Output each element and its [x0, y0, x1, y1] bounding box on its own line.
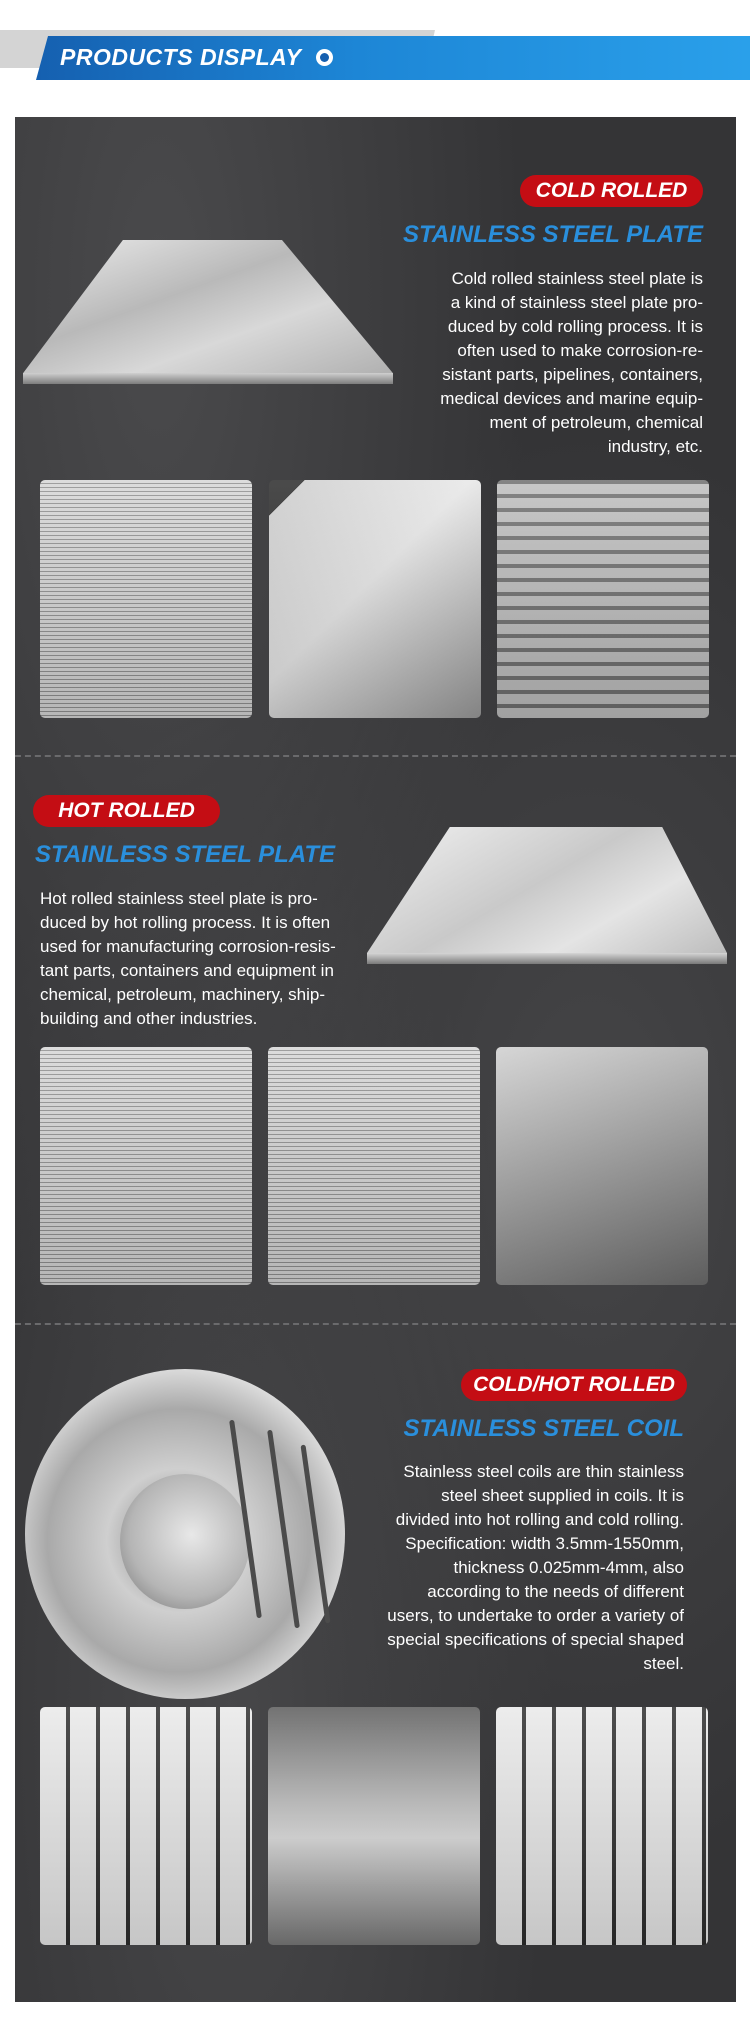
desc-line: a kind of stainless steel plate pro-: [450, 293, 703, 312]
desc-line: building and other industries.: [40, 1009, 258, 1028]
page-title: PRODUCTS DISPLAY: [60, 44, 302, 70]
desc-line: Cold rolled stainless steel plate is: [451, 269, 703, 288]
section-title-cold-rolled-plate: STAINLESS STEEL PLATE: [402, 221, 703, 248]
photo-plate-stack-corner: [40, 1047, 252, 1285]
products-panel: [15, 117, 736, 2002]
photo-coil-front: [40, 1707, 252, 1945]
header-dot-icon: [316, 49, 333, 66]
section-title-steel-coil: STAINLESS STEEL COIL: [403, 1415, 684, 1442]
hero-image-cold-rolled-plate: [23, 240, 393, 420]
desc-line: duced by cold rolling process. It is: [447, 317, 703, 336]
description-cold-rolled-plate: [403, 267, 703, 459]
desc-line: special specifications of special shaped: [387, 1630, 684, 1649]
badge-hot-rolled: HOT ROLLED: [33, 795, 220, 827]
desc-line: divided into hot rolling and cold rolling.: [395, 1510, 684, 1529]
photo-coil-stacked: [496, 1707, 708, 1945]
desc-line: tant parts, containers and equipment in: [40, 961, 334, 980]
photo-stacked-plates: [40, 480, 252, 718]
desc-line: industry, etc.: [607, 437, 703, 456]
desc-line: chemical, petroleum, machinery, ship-: [40, 985, 326, 1004]
desc-line: Stainless steel coils are thin stainless: [403, 1462, 684, 1481]
desc-line: sistant parts, pipelines, containers,: [442, 365, 703, 384]
desc-line: thickness 0.025mm-4mm, also: [453, 1558, 684, 1577]
photo-plate-stack-side: [268, 1047, 480, 1285]
desc-line: users, to undertake to order a variety of: [387, 1606, 684, 1625]
hero-image-hot-rolled-plate: [367, 827, 727, 1007]
section-title-hot-rolled-plate: STAINLESS STEEL PLATE: [35, 841, 336, 868]
desc-line: often used to make corrosion-re-: [457, 341, 703, 360]
section-divider: [15, 755, 736, 757]
desc-line: used for manufacturing corrosion-resis-: [40, 937, 336, 956]
description-steel-coil: [354, 1460, 684, 1676]
desc-line: according to the needs of different: [427, 1582, 684, 1601]
hero-image-steel-coil: [25, 1369, 345, 1699]
description-hot-rolled-plate: [40, 887, 360, 1031]
photo-plate-surface: [496, 1047, 708, 1285]
badge-cold-hot-rolled: COLD/HOT ROLLED: [461, 1369, 687, 1401]
desc-line: medical devices and marine equip-: [440, 389, 703, 408]
desc-line: Hot rolled stainless steel plate is pro-: [40, 889, 318, 908]
desc-line: duced by hot rolling process. It is often: [40, 913, 331, 932]
desc-line: steel sheet supplied in coils. It is: [441, 1486, 684, 1505]
section-header: [0, 0, 750, 116]
desc-line: Specification: width 3.5mm-1550mm,: [405, 1534, 684, 1553]
badge-cold-rolled: COLD ROLLED: [520, 175, 703, 207]
desc-line: steel.: [643, 1654, 684, 1673]
photo-production-line: [497, 480, 709, 718]
photo-plate-with-label: [269, 480, 481, 718]
desc-line: ment of petroleum, chemical: [489, 413, 703, 432]
section-divider: [15, 1323, 736, 1325]
photo-coil-unrolled: [268, 1707, 480, 1945]
